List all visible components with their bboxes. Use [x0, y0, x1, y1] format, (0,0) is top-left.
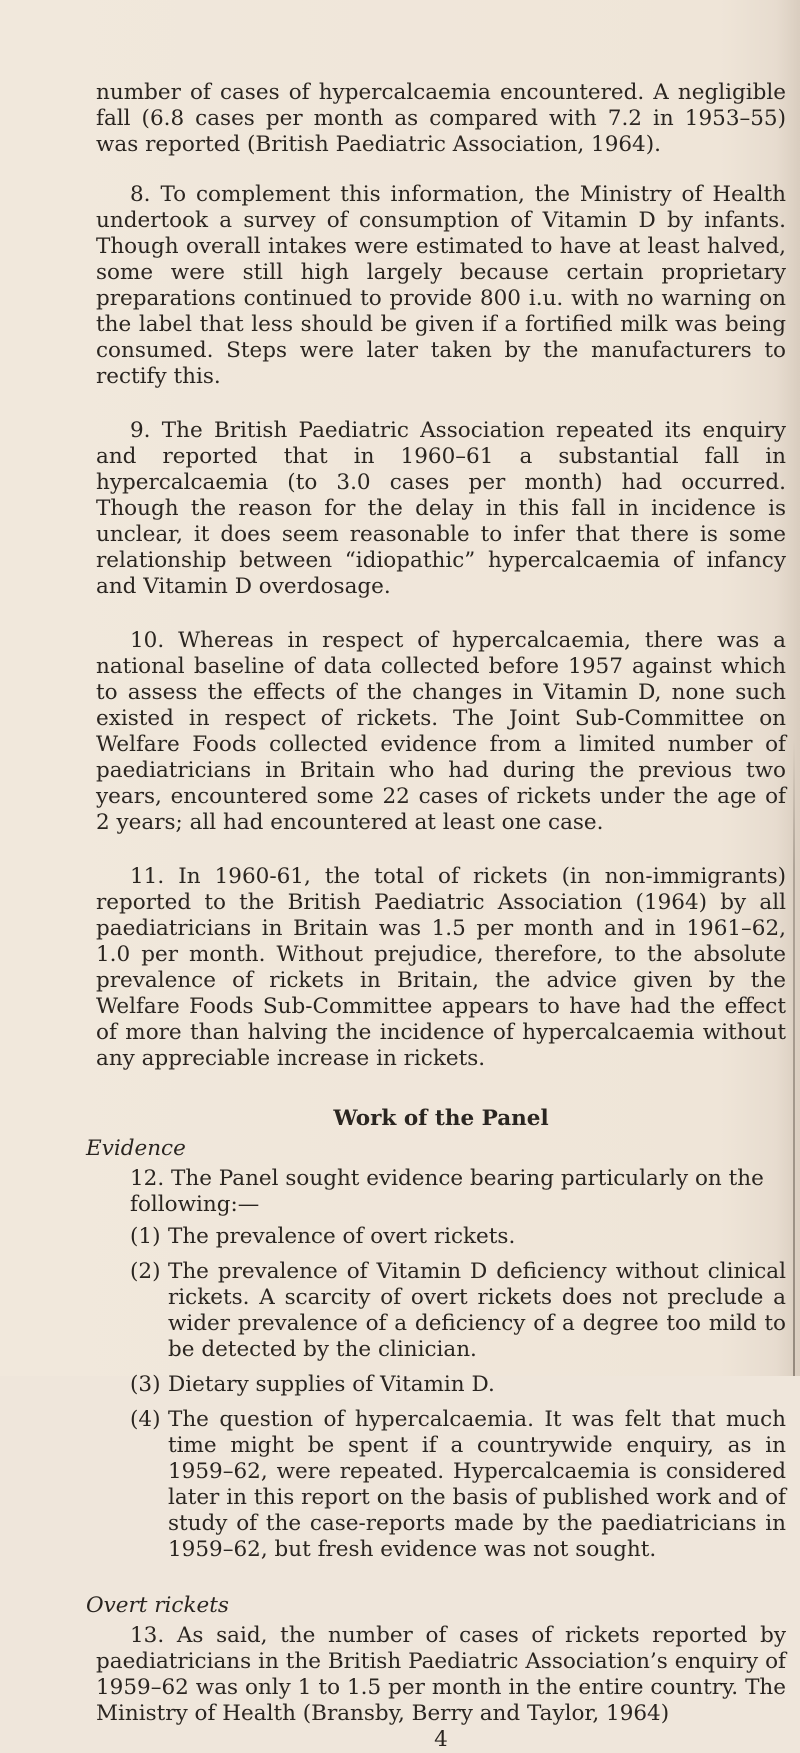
list-marker: (3) [130, 1372, 161, 1397]
paragraph-13: 13. As said, the number of cases of rickets reported by paediatricians in the British Paediatric Association’s enquiry of 1959–62 was only 1 to 1.5 per month in the entire country. The Ministry of Health (Bransby, Berry and Taylor, 1964) [96, 1623, 786, 1726]
evidence-subheading: Evidence [86, 1136, 186, 1161]
list-item-text: Dietary supplies of Vitamin D. [168, 1372, 495, 1397]
list-marker: (2) [130, 1259, 161, 1284]
paragraph-9: 9. The British Paediatric Association repeated its enquiry and reported that in 1960–61 a substantial fall in hypercalcaemia (to 3.0 cases per month) had occurred. Though the reason for the delay in this fall in incidence is unclear, it does seem reasonable to infer that there is some relationship between “idiopathic” hypercalcaemia of infancy and Vitamin D overdosage. [96, 418, 786, 599]
page-edge-shadow [793, 740, 795, 1376]
list-item [96, 1224, 786, 1250]
evidence-list [96, 1224, 786, 1563]
document-body [86, 80, 786, 1753]
list-item-text: The question of hypercalcaemia. It was felt that much time might be spent if a countrywide enquiry, as in 1959–62, were repeated. Hypercalcaemia is considered later in this report on the basis of published work and of study of the case-reports made by the paediatricians in 1959–62, but fresh evidence was not sought. [168, 1407, 786, 1562]
list-marker: (1) [130, 1224, 161, 1249]
page-number: 4 [434, 1727, 448, 1752]
paragraph-12-intro: 12. The Panel sought evidence bearing particularly on the following:— [130, 1166, 764, 1217]
paragraph-continuation: number of cases of hypercalcaemia encountered. A negligible fall (6.8 cases per month as compared with 7.2 in 1953–55) was reported (British Paediatric Association, 1964). [96, 80, 786, 157]
list-item-text: The prevalence of overt rickets. [168, 1224, 516, 1249]
paragraph-10: 10. Whereas in respect of hypercalcaemia, there was a national baseline of data collected before 1957 against which to assess the effects of the changes in Vitamin D, none such existed in respect of rickets. The Joint Sub-Committee on Welfare Foods collected evidence from a limited number of paediatricians in Britain who had during the previous two years, encountered some 22 cases of rickets under the age of 2 years; all had encountered at least one case. [96, 628, 786, 835]
list-marker: (4) [130, 1407, 161, 1432]
list-item [96, 1407, 786, 1563]
paragraph-8: 8. To complement this information, the Ministry of Health undertook a survey of consumption of Vitamin D by infants. Though overall intakes were estimated to have at least halved, some were still high largely because certain proprietary preparations continued to provide 800 i.u. with no warning on the label that less should be given if a fortified milk was being consumed. Steps were later taken by the manufacturers to rectify this. [96, 182, 786, 389]
section-heading: Work of the Panel [333, 1106, 549, 1131]
list-item [96, 1259, 786, 1363]
paragraph-11: 11. In 1960-61, the total of rickets (in non-immigrants) reported to the British Paediatric Association (1964) by all paediatricians in Britain was 1.5 per month and in 1961–62, 1.0 per month. Without prejudice, therefore, to the absolute prevalence of rickets in Britain, the advice given by the Welfare Foods Sub-Committee appears to have had the effect of more than halving the incidence of hypercalcaemia without any appreciable increase in rickets. [96, 864, 786, 1071]
list-item-text: The prevalence of Vitamin D deficiency without clinical rickets. A scarcity of overt rickets does not preclude a wider prevalence of a deficiency of a degree too mild to be detected by the clinician. [168, 1259, 786, 1362]
overt-rickets-subheading: Overt rickets [86, 1593, 229, 1618]
